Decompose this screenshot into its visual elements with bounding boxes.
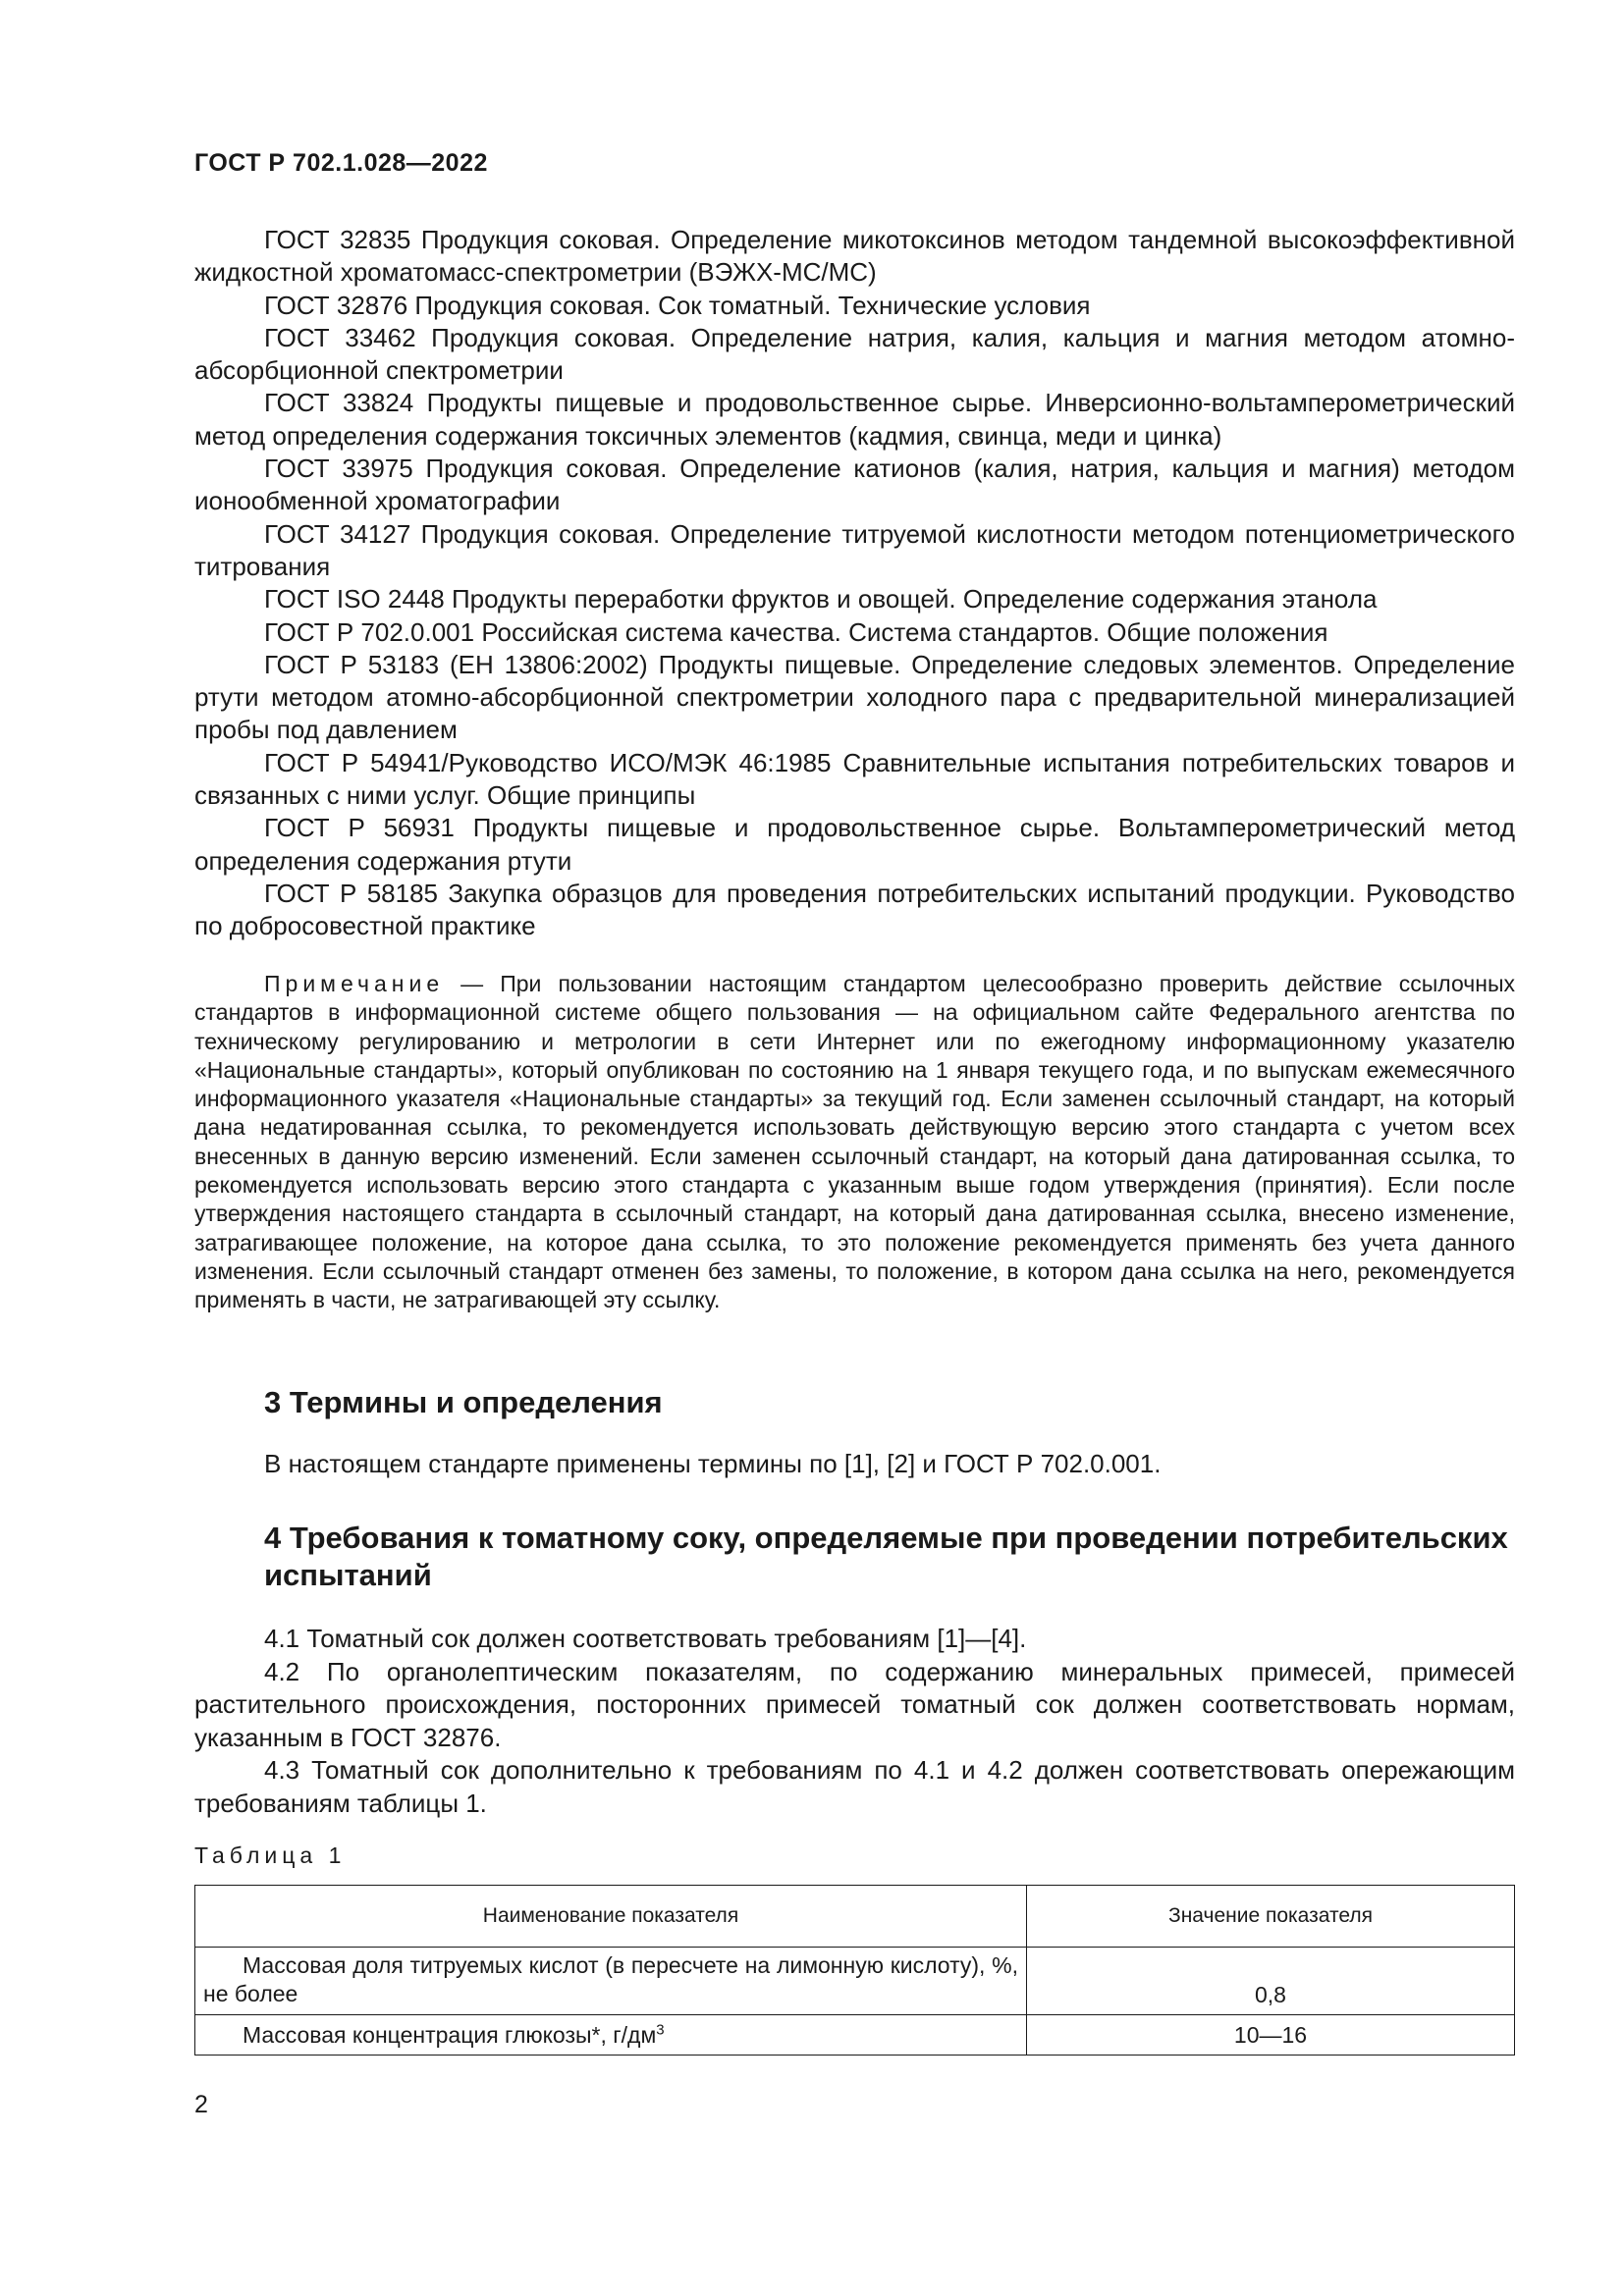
requirements-table — [194, 1885, 1515, 2056]
note-text: — При пользовании настоящим стандартом целесообразно проверить действие ссылочных стандартов в информационной системе общего пользования — на официальном сайте Федерального агентства по техническому регулированию и метрологии в сети Интернет или по ежегодному информационному указателю «Национальные стандарты», который опубликован по состоянию на 1 января текущего года, и по выпускам ежемесячного информационного указателя «Национальные стандарты» за текущий год. Если заменен ссылочный стандарт, на который дана недатированная ссылка, то рекомендуется использовать действующую версию этого стандарта с учетом всех внесенных в данную версию изменений. Если заменен ссылочный стандарт, на который дана датированная ссылка, то рекомендуется использовать версию этого стандарта с указанным выше годом утверждения (принятия). Если после утверждения настоящего стандарта в ссылочный стандарт, на который дана датированная ссылка, внесено изменение, затрагивающее положение, на которое дана ссылка, то это положение рекомендуется применять без учета данного изменения. Если ссылочный стандарт отменен без замены, то положение, в котором дана ссылка на него, рекомендуется применять в части, не затрагивающей эту ссылку. — [194, 971, 1515, 1313]
indicator-cell: Массовая доля титруемых кислот (в пересчете на лимонную кислоту), %, не более — [195, 1948, 1027, 2015]
indicator-text: Массовая концентрация глюкозы*, г/дм — [243, 2021, 657, 2048]
column-header-indicator: Наименование показателя — [195, 1886, 1027, 1948]
value-cell: 0,8 — [1027, 1948, 1515, 2015]
table-caption: Таблица 1 — [194, 1842, 347, 1868]
references-note — [194, 970, 1515, 1315]
section-4-title: 4 Требования к томатному соку, определяемые при проведении потребительских испытаний — [264, 1521, 1508, 1592]
reference-item: ГОСТ Р 56931 Продукты пищевые и продовольственное сырье. Вольтамперометрический метод определения содержания ртути — [194, 813, 1515, 876]
reference-item: ГОСТ Р 702.0.001 Российская система качества. Система стандартов. Общие положения — [264, 616, 1328, 647]
section-3-text: В настоящем стандарте применены термины по [1], [2] и ГОСТ Р 702.0.001. — [264, 1449, 1162, 1478]
reference-item: ГОСТ 34127 Продукция соковая. Определение титруемой кислотности методом потенциометрического титрования — [194, 518, 1515, 581]
column-header-value: Значение показателя — [1027, 1886, 1515, 1948]
document-code-header: ГОСТ Р 702.1.028—2022 — [194, 149, 488, 177]
page-number: 2 — [194, 2091, 208, 2118]
reference-item: ГОСТ Р 53183 (ЕН 13806:2002) Продукты пищевые. Определение следовых элементов. Определение ртути методом атомно-абсорбционной спектрометрии холодного пара с предварительной минерализацией пробы под давлением — [194, 649, 1515, 745]
reference-item: ГОСТ Р 54941/Руководство ИСО/МЭК 46:1985 Сравнительные испытания потребительских товаров и связанных с ними услуг. Общие принципы — [194, 747, 1515, 811]
document-page — [194, 0, 1515, 2296]
reference-item: ГОСТ Р 58185 Закупка образцов для проведения потребительских испытаний продукции. Руководство по добросовестной практике — [194, 878, 1515, 941]
table-row — [195, 1948, 1515, 2015]
normative-references-list — [194, 224, 1515, 943]
requirement-item: 4.1 Томатный сок должен соответствовать требованиям [1]—[4]. — [264, 1624, 1027, 1653]
note-label: Примечание — [264, 971, 445, 996]
reference-item: ГОСТ ISO 2448 Продукты переработки фруктов и овощей. Определение содержания этанола — [264, 584, 1378, 614]
section-3-title: 3 Термины и определения — [264, 1385, 663, 1419]
reference-item: ГОСТ 32876 Продукция соковая. Сок томатный. Технические условия — [264, 290, 1091, 320]
requirement-item: 4.3 Томатный сок дополнительно к требованиям по 4.1 и 4.2 должен соответствовать опережающим требованиям таблицы 1. — [194, 1755, 1515, 1818]
table-header-row — [195, 1886, 1515, 1948]
unit-exponent: 3 — [656, 2020, 665, 2038]
reference-item: ГОСТ 33824 Продукты пищевые и продовольственное сырье. Инверсионно-вольтамперометрический метод определения содержания токсичных элементов (кадмия, свинца, меди и цинка) — [194, 388, 1515, 451]
indicator-cell — [195, 2015, 1027, 2056]
value-cell: 10—16 — [1027, 2015, 1515, 2056]
table-row — [195, 2015, 1515, 2056]
section-4-requirements — [194, 1623, 1515, 1820]
reference-item: ГОСТ 33975 Продукция соковая. Определение катионов (калия, натрия, кальция и магния) методом ионообменной хроматографии — [194, 454, 1515, 516]
reference-item: ГОСТ 33462 Продукция соковая. Определение натрия, калия, кальция и магния методом атомно-абсорбционной спектрометрии — [194, 322, 1515, 386]
requirement-item: 4.2 По органолептическим показателям, по содержанию минеральных примесей, примесей растительного происхождения, посторонних примесей томатный сок должен соответствовать нормам, указанным в ГОСТ 32876. — [194, 1656, 1515, 1752]
reference-item: ГОСТ 32835 Продукция соковая. Определение микотоксинов методом тандемной высокоэффективной жидкостной хроматомасс-спектрометрии (ВЭЖХ-МС/МС) — [194, 225, 1515, 288]
